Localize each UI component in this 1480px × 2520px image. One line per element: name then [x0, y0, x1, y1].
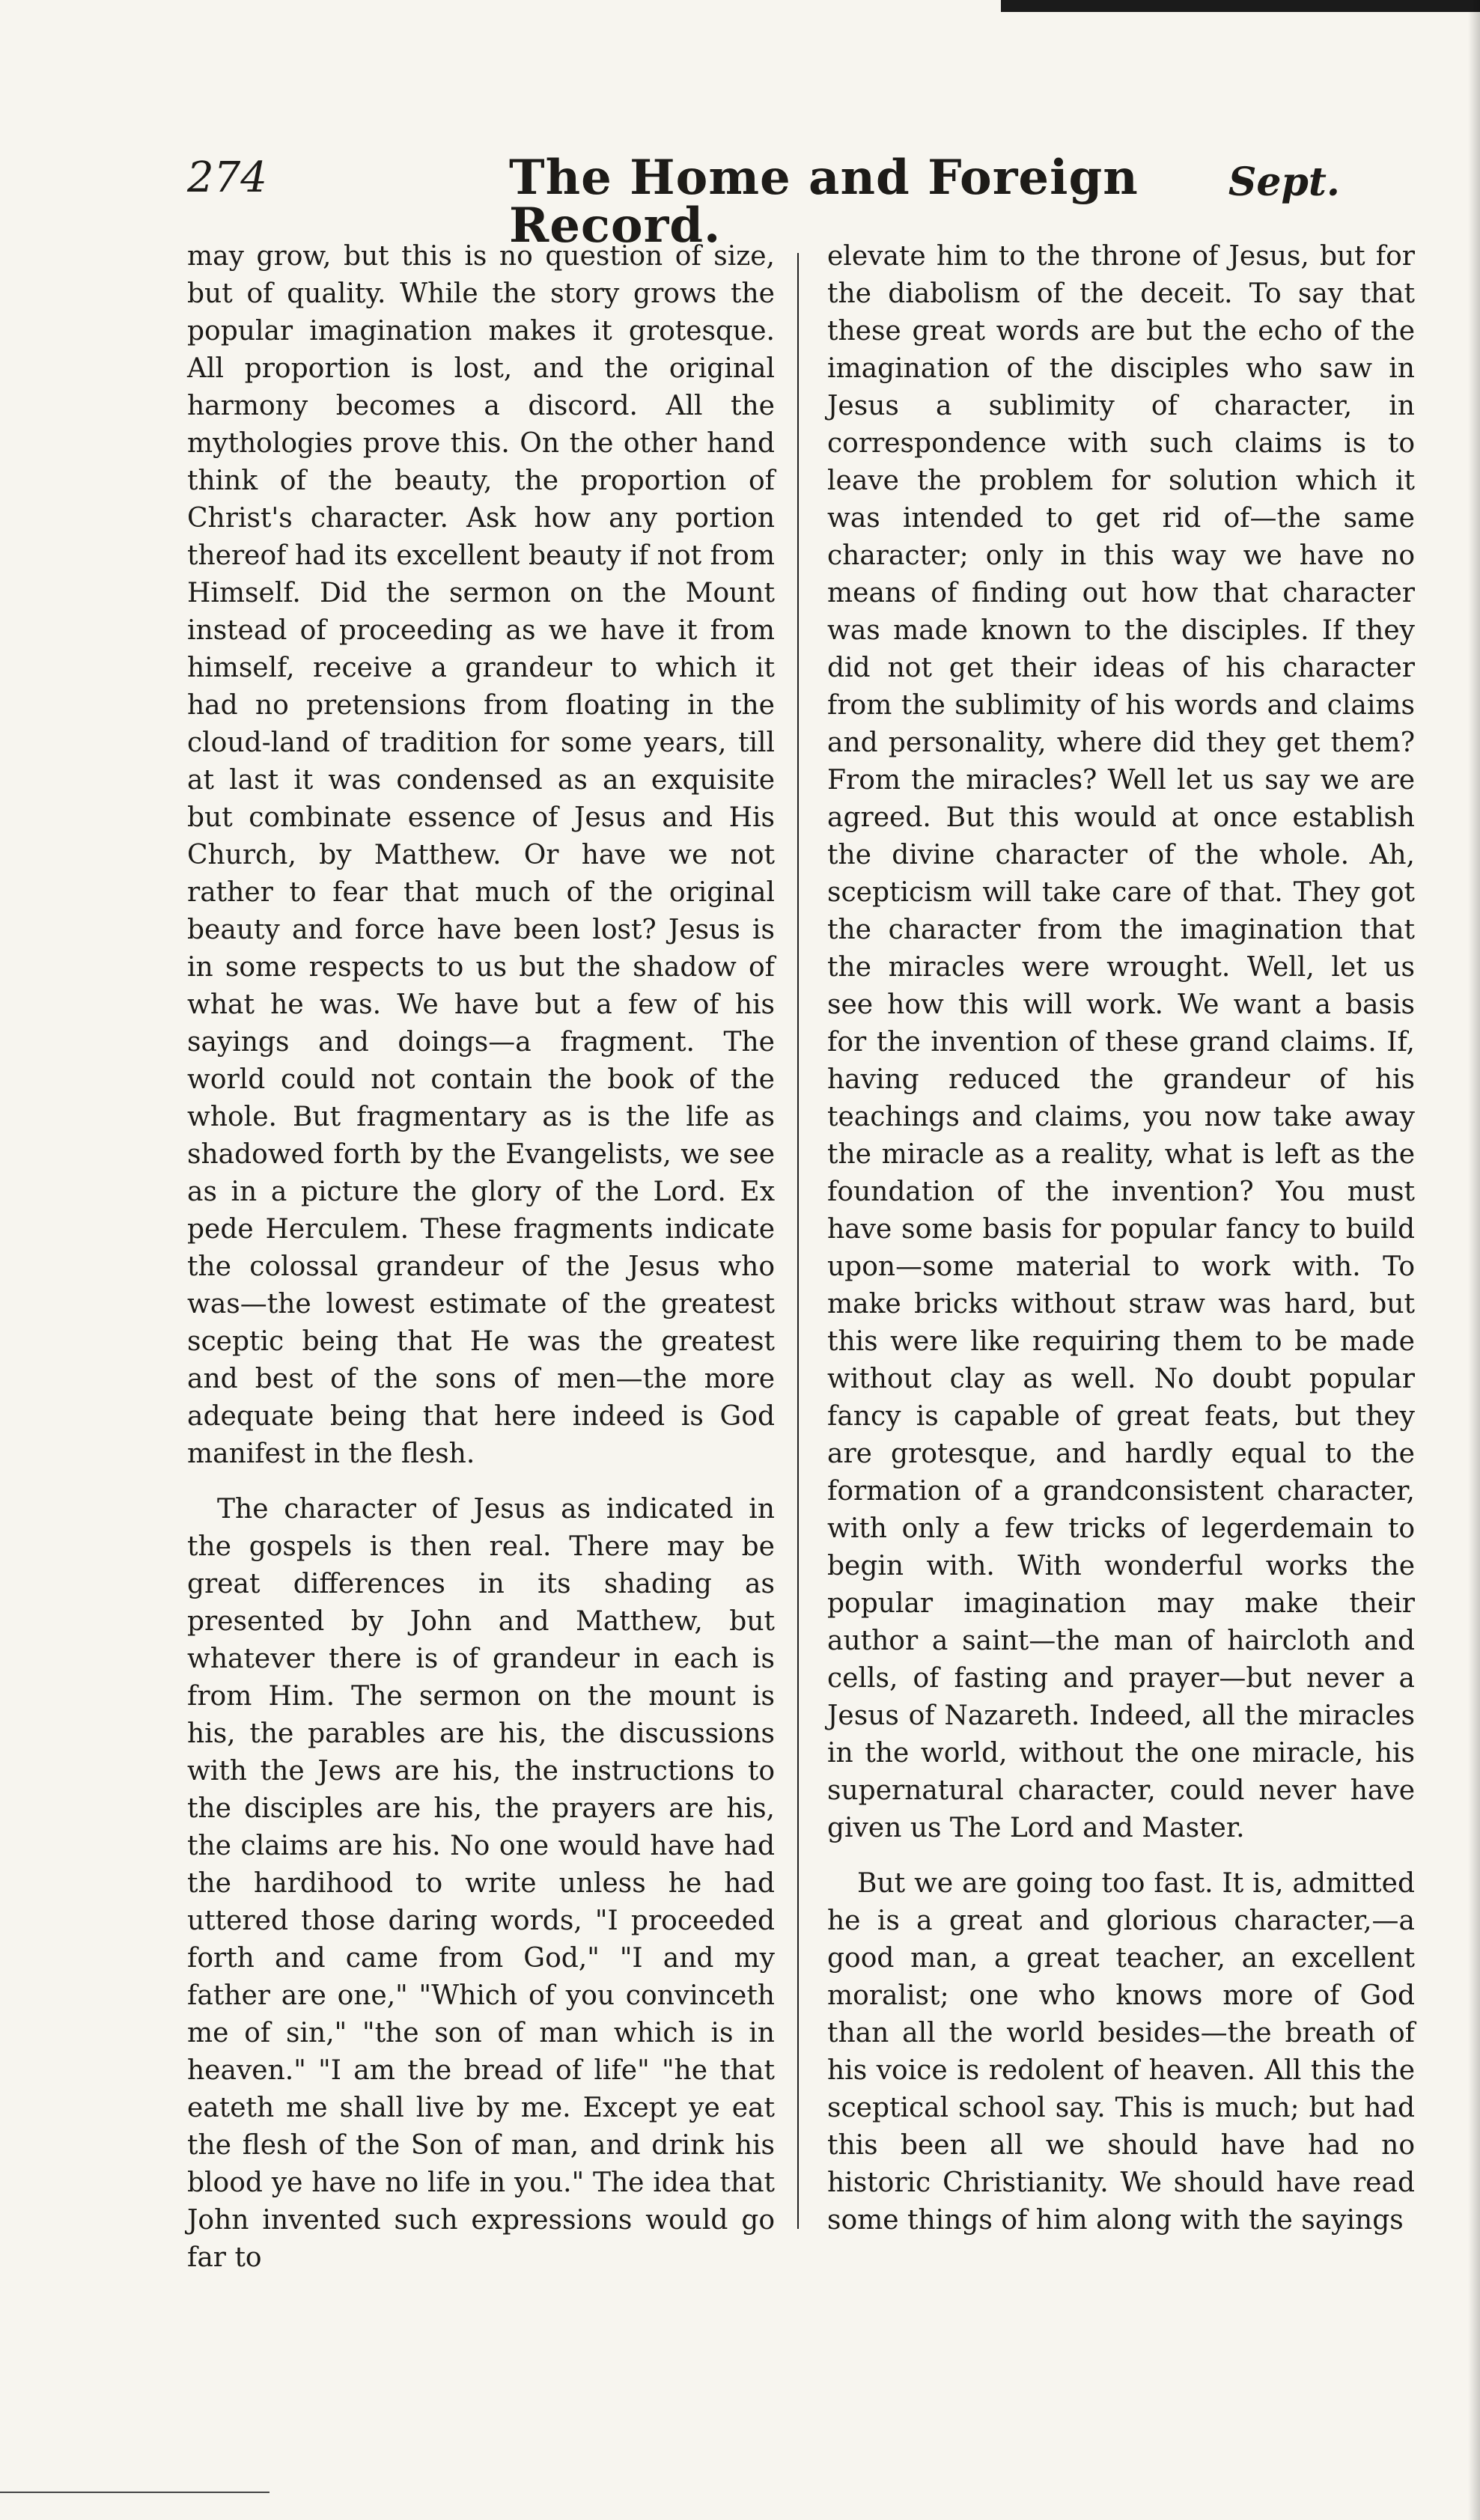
top-rule [1001, 0, 1480, 12]
page-edge-shadow [1468, 0, 1480, 2520]
page-number: 274 [187, 153, 267, 202]
right-column [827, 238, 1415, 2257]
column-divider [797, 253, 799, 2229]
right-paragraph-1: elevate him to the throne of Jesus, but for the diabolism of the deceit. To say that these great words are but the echo of the imagination of the disciples who saw in Jesus a sublimity of character, in correspondence with such claims is to leave the problem for solution which it was intended to get rid of—the same character; only in this way we have no means of finding out how that character was made known to the disciples. If they did not get their ideas of his character from the sublimity of his words and claims and personality, where did they get them? From the miracles? Well let us say we are agreed. But this would at once establish the divine character of the whole. Ah, scepticism will take care of that. They got the character from the imagination that the miracles were wrought. Well, let us see how this will work. We want a basis for the invention of these grand claims. If, having reduced the grandeur of his teachings and claims, you now take away the miracle as a reality, what is left as the foundation of the invention? You must have some basis for popular fancy to build upon—some material to work with. To make bricks without straw was hard, but this were like requiring them to be made without clay as well. No doubt popular fancy is capable of great feats, but they are grotesque, and hardly equal to the formation of a grandconsistent character, with only a few tricks of legerdemain to begin with. With wonderful works the popular imagination may make their author a saint—the man of haircloth and cells, of fasting and prayer—but never a Jesus of Nazareth. Indeed, all the miracles in the world, without the one miracle, his supernatural character, could never have given us The Lord and Master. [827, 241, 1415, 1843]
left-paragraph-1: may grow, but this is no question of size, but of quality. While the story grows the popular imagination makes it grotesque. All proportion is lost, and the original harmony becomes a discord. All the mythologies prove this. On the other hand think of the beauty, the proportion of Christ's character. Ask how any portion thereof had its excellent beauty if not from Himself. Did the sermon on the Mount instead of proceeding as we have it from himself, receive a grandeur to which it had no pretensions from floating in the cloud-land of tradition for some years, till at last it was condensed as an exquisite but combinate essence of Jesus and His Church, by Matthew. Or have we not rather to fear that much of the original beauty and force have been lost? Jesus is in some respects to us but the shadow of what he was. We have but a few of his sayings and doings—a fragment. The world could not contain the book of the whole. But fragmentary as is the life as shadowed forth by the Evangelists, we see as in a picture the glory of the Lord. Ex pede Herculem. These fragments indicate the colossal grandeur of the Jesus who was—the lowest estimate of the greatest sceptic being that He was the greatest and best of the sons of men—the more adequate being that here indeed is God manifest in the flesh. [187, 241, 775, 1469]
text-columns [187, 238, 1415, 2273]
left-paragraph-2: The character of Jesus as indicated in the gospels is then real. There may be great differences in its shading as presented by John and Matthew, but whatever there is of grandeur in each is from Him. The sermon on the mount is his, the parables are his, the discussions with the Jews are his, the instructions to the disciples are his, the prayers are his, the claims are his. No one would have had the hardihood to write unless he had uttered those daring words, "I proceeded forth and came from God," "I and my father are one," "Which of you convinceth me of sin," "the son of man which is in heaven." "I am the bread of life" "he that eateth me shall live by me. Except ye eat the flesh of the Son of man, and drink his blood ye have no life in you." The idea that John invented such expressions would go far to [187, 1494, 775, 2273]
bottom-rule [0, 2492, 269, 2493]
month-label: Sept. [1228, 159, 1340, 205]
page-header [187, 150, 1340, 254]
right-paragraph-2: But we are going too fast. It is, admitted he is a great and glorious character,—a good man, a great teacher, an excellent moralist; one who knows more of God than all the world besides—the breath of his voice is redolent of heaven. All this the sceptical school say. This is much; but had this been all we should have had no historic Christianity. We should have read some things of him along with the sayings [827, 1868, 1415, 2236]
left-column [187, 238, 775, 2295]
running-title: The Home and Foreign Record. [509, 150, 1139, 254]
